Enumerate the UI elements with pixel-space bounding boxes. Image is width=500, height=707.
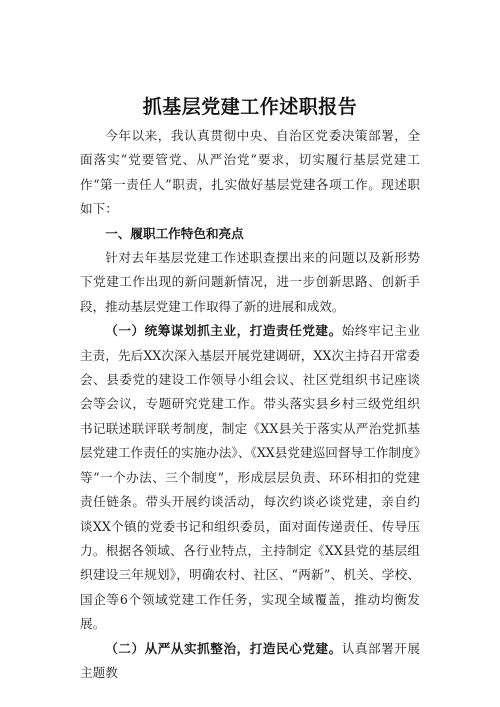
document-title: 抓基层党建工作述职报告 <box>142 96 358 118</box>
item-2-paragraph <box>80 637 420 686</box>
item-2-lead: （二）从严从实抓整治，打造民心党建。 <box>105 640 342 656</box>
item-1-text: 始终牢记主业主责，先后XX次深入基层开展党建调研，XX次主持召开常委会、县委党的建设工作领导小组会议、社区党组织书记座谈会等会议，专题研究党建工作。带头落实县乡村三级党组织书记联述联评联考制度，制定《XX县关于落实从严治党抓基层党建工作责任的实施办法》、《XX县党建巡回督导工作制度》等“一个办法、三个制度”，形成层层负责、环环相扣的党建责任链条。带头开展约谈活动，每次约谈必谈党建，亲自约谈XX个镇的党委书记和组织委员，面对面传递责任、传导压力。根据各领域、各行业特点，主持制定《XX县党的基层组织建设三年规划》，明确农村、社区、“两新”、机关、学校、国企等6个领域党建工作任务，实现全域覆盖，推动均衡发展。 <box>80 323 421 632</box>
item-2-text: 认真部署开展主题教 <box>80 640 421 680</box>
document-body <box>80 124 420 685</box>
item-1-lead: （一）统筹谋划抓主业，打造责任党建。 <box>105 323 342 339</box>
section-intro-paragraph: 针对去年基层党建工作述职查摆出来的问题以及新形势下党建工作出现的新问题新情况，进一步创新思路、创新手段，推动基层党建工作取得了新的进展和成效。 <box>80 250 420 314</box>
intro-paragraph: 今年以来，我认真贯彻中央、自治区党委决策部署，全面落实“党要管党、从严治党”要求，切实履行基层党建工作“第一责任人”职责，扎实做好基层党建各项工作。现述职如下： <box>80 128 420 217</box>
section-heading: 一、履职工作特色和亮点 <box>105 225 244 241</box>
item-1-paragraph <box>80 319 420 636</box>
